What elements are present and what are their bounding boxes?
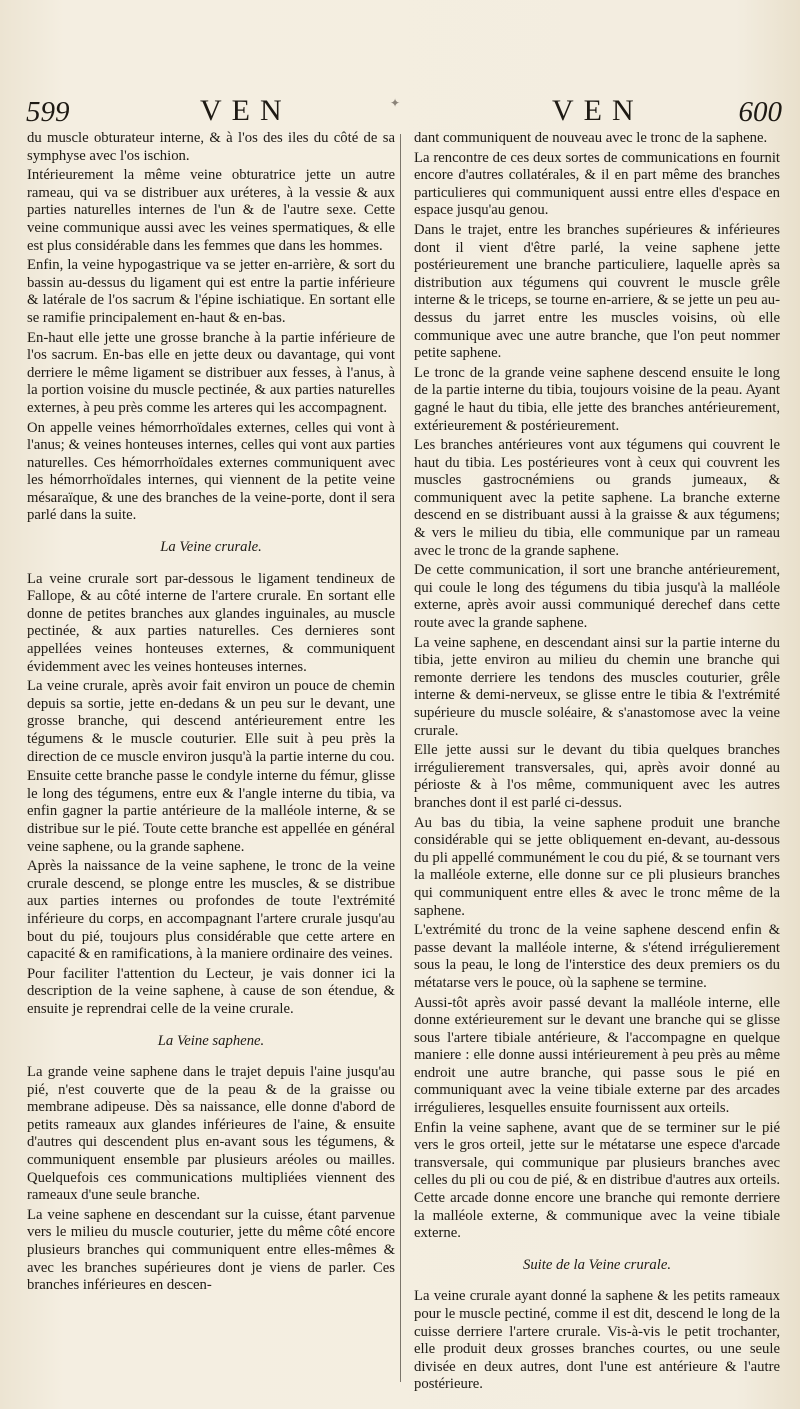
running-header <box>22 94 782 130</box>
page-number-left: 599 <box>26 96 70 128</box>
paragraph: La grande veine saphene dans le trajet depuis l'aine jusqu'au pié, n'est couverte que de la peau & de la graisse ou membrane adipeuse. Dès sa naissance, elle donne d'abord de petits rameaux aux glandes inférieures de l'aine, & ensuite d'autres qui descendent plus en-avant sous les tégumens, & communiquent ensemble par plusieurs aréoles ou mailles. Quelquefois ces communications multipliées viennent des rameaux d'une seule branche. <box>27 1064 395 1204</box>
paragraph: Elle jette aussi sur le devant du tibia quelques branches irrégulierement transversales, qui, après avoir donné au périoste & à l'os même, communiquent avec les autres branches dont il est parlé ci-dessus. <box>414 742 780 811</box>
section-heading: La Veine saphene. <box>157 1032 265 1049</box>
paragraph: La rencontre de ces deux sortes de communications en fournit encore d'autres collatérales, & il en part même des branches particulieres qui communiquent aussi entre elles d'espace en espace jusqu'au genou. <box>414 149 780 219</box>
paragraph: Dans le trajet, entre les branches supérieures & inférieures dont il vient d'être parlé, la veine saphene jette postérieurement une branche particuliere, laquelle après sa distribution aux tégumens qui couvrent le muscle grêle interne & le triceps, se tourne en-arriere, & se jette un peu au-dessus du jarret entre les muscles voisins, où elle communique avec une autre branche, que l'on peut nommer petite saphene. <box>414 221 780 362</box>
paragraph: On appelle veines hémorrhoïdales externes, celles qui vont à l'anus; & veines honteuses internes, celles qui vont aux parties naturelles. Ces hémorrhoïdales externes communiquent avec les hémorrhoïdales internes, qui viennent de la petite veine mésaraïque, & une des branches de la veine-porte, dont il sera parlé dans la suite. <box>27 419 395 524</box>
paragraph: Intérieurement la même veine obturatrice jette un autre rameau, qui va se distribuer aux uréteres, à la vessie & aux parties naturelles internes de l'un & de l'autre sexe. Cette veine communique aussi avec les veines spermatiques, & elle est plus considérable dans les femmes que dans les hommes. <box>27 167 395 254</box>
text-column-right <box>414 130 780 1396</box>
paragraph: Aussi-tôt après avoir passé devant la malléole interne, elle donne extérieurement sur le devant une branche qui se glisse sous l'artere tibiale antérieure, & l'accompagne en quelque maniere : elle donne aussi intérieurement à peu près au même endroit une autre branche, qui passe sous le pié en communiquant avec la veine tibiale externe par des arcades irrégulieres, lesquelles ensuite fournissent aux orteils. <box>414 994 780 1117</box>
paragraph: En-haut elle jette une grosse branche à la partie inférieure de l'os sacrum. En-bas elle en jette deux ou davantage, qui vont derriere le même ligament se distribuer aux fesses, à l'anus, à la portion voisine du muscle pectinée, & aux parties naturelles externes, à peu près comme les arteres qui les accompagnent. <box>27 329 395 416</box>
page-number-right: 600 <box>738 96 782 128</box>
paragraph: Le tronc de la grande veine saphene descend ensuite le long de la partie interne du tibia, toujours voisine de la peau. Ayant gagné le haut du tibia, elle jette des branches antérieurement, extérieurement & postérieurement. <box>414 364 780 434</box>
section-heading: La Veine crurale. <box>160 539 262 556</box>
ornament-icon: ✦ <box>390 96 401 110</box>
paragraph: Enfin la veine saphene, avant que de se terminer sur le pié vers le gros orteil, jette sur le métatarse une espece d'arcade transversale, qui communique par plusieurs branches avec celles du pli ou cou de pié, & en distribue d'autres aux orteils. Cette arcade donne encore une branche qui remonte derriere la malléole externe, & communique avec la veine tibiale externe. <box>414 1119 780 1242</box>
paragraph: dant communiquent de nouveau avec le tronc de la saphene. <box>414 130 768 146</box>
paragraph: Au bas du tibia, la veine saphene produit une branche considérable qui se jette obliquement en-devant, au-dessous du pli appellé communément le cou du pié, & se tournant vers la malléole externe, elle donne sur ce pli plusieurs branches qui communiquent entre elles & avec le tronc même de la saphene. <box>414 814 780 919</box>
section-heading: Suite de la Veine crurale. <box>522 1256 672 1273</box>
paragraph: La veine saphene, en descendant ainsi sur la partie interne du tibia, jette environ au milieu du chemin une branche qui remonte derriere les tendons des muscles couturier, grêle interne & demi-nerveux, se glisse entre le tibia & l'extrémité supérieure du muscle soléaire, & s'anastomose avec la veine crurale. <box>414 634 780 739</box>
paragraph: L'extrémité du tronc de la veine saphene descend enfin & passe devant la malléole interne, & s'étend irrégulierement sous la peau, le long de l'interstice des deux premiers os du métatarse vers le pouce, où la saphene se termine. <box>414 922 780 991</box>
paragraph: La veine crurale ayant donné la saphene & les petits rameaux pour le muscle pectiné, comme il est dit, descend le long de la cuisse derriere l'artere crurale. Vis-à-vis le petit trochanter, elle produit deux grosses branches courtes, ou une seule divisée en deux autres, dont l'une est antérieure & l'autre postérieure. <box>414 1288 780 1393</box>
column-divider <box>400 134 401 1382</box>
running-head-left: VEN <box>200 94 292 127</box>
text-column-left <box>27 130 395 1297</box>
paragraph: Les branches antérieures vont aux tégumens qui couvrent le haut du tibia. Les postérieures vont à ceux qui couvrent les muscles gastrocnémiens ou grands jumeaux, & communiquent avec la petite saphene. La branche externe descend en se distribuant aussi à la graisse & aux tégumens; & vers le milieu du tibia, elle communique par un rameau avec le tronc de la grande saphene. <box>414 437 780 559</box>
paragraph: La veine crurale, après avoir fait environ un pouce de chemin depuis sa sortie, jette en-dedans & un peu sur le devant, une grosse branche, qui descend antérieurement entre les tégumens & le muscle couturier. Elle suit à peu près la direction de ce muscle environ jusqu'à la partie interne du cou. <box>27 678 395 765</box>
paragraph: La veine saphene en descendant sur la cuisse, étant parvenue vers le milieu du muscle couturier, jette du même côté encore plusieurs branches qui communiquent entre elles-mêmes & avec les branches supérieures dont je viens de parler. Ces branches inférieures en descen- <box>27 1206 395 1294</box>
paragraph: Pour faciliter l'attention du Lecteur, je vais donner ici la description de la veine saphene, à cause de son étendue, & ensuite je reprendrai celle de la veine crurale. <box>27 965 395 1017</box>
paragraph: du muscle obturateur interne, & à l'os des iles du côté de sa symphyse avec l'os ischion. <box>27 130 395 164</box>
paragraph: Après la naissance de la veine saphene, le tronc de la veine crurale descend, se plonge entre les muscles, & se distribue aux parties internes ou profondes de toute l'extrémité inférieure du corps, en accompagnant l'artere crurale jusqu'au bout du pié, toujours plus considérable que cette artere en capacité & en ramifications, à la maniere ordinaire des veines. <box>27 858 395 963</box>
running-head-right: VEN <box>552 94 644 127</box>
paragraph: De cette communication, il sort une branche antérieurement, qui coule le long des tégumens du tibia jusqu'à la malléole externe, après avoir aussi communiqué derechef dans cette route avec la grande saphene. <box>414 562 780 632</box>
paragraph: Enfin, la veine hypogastrique va se jetter en-arrière, & sort du bassin au-dessus du ligament qui est entre la partie inférieure & latérale de l'os sacrum & l'épine ischiatique. En sortant elle se ramifie principalement en-haut & en-bas. <box>27 257 395 326</box>
paragraph: La veine crurale sort par-dessous le ligament tendineux de Fallope, & au côté interne de l'artere crurale. En sortant elle donne de petites branches aux glandes inguinales, au muscle pectinée, & aux parties naturelles. Ces dernieres sont appellées veines honteuses externes, & communiquent évidemment avec les veines honteuses internes. <box>27 570 395 675</box>
paragraph: Ensuite cette branche passe le condyle interne du fémur, glisse le long des tégumens, entre eux & l'angle interne du tibia, va enfin gagner la partie antérieure de la malléole interne, & se distribue sur le pié. Toute cette branche est appellée en général veine saphene, ou la grande saphene. <box>27 768 395 855</box>
